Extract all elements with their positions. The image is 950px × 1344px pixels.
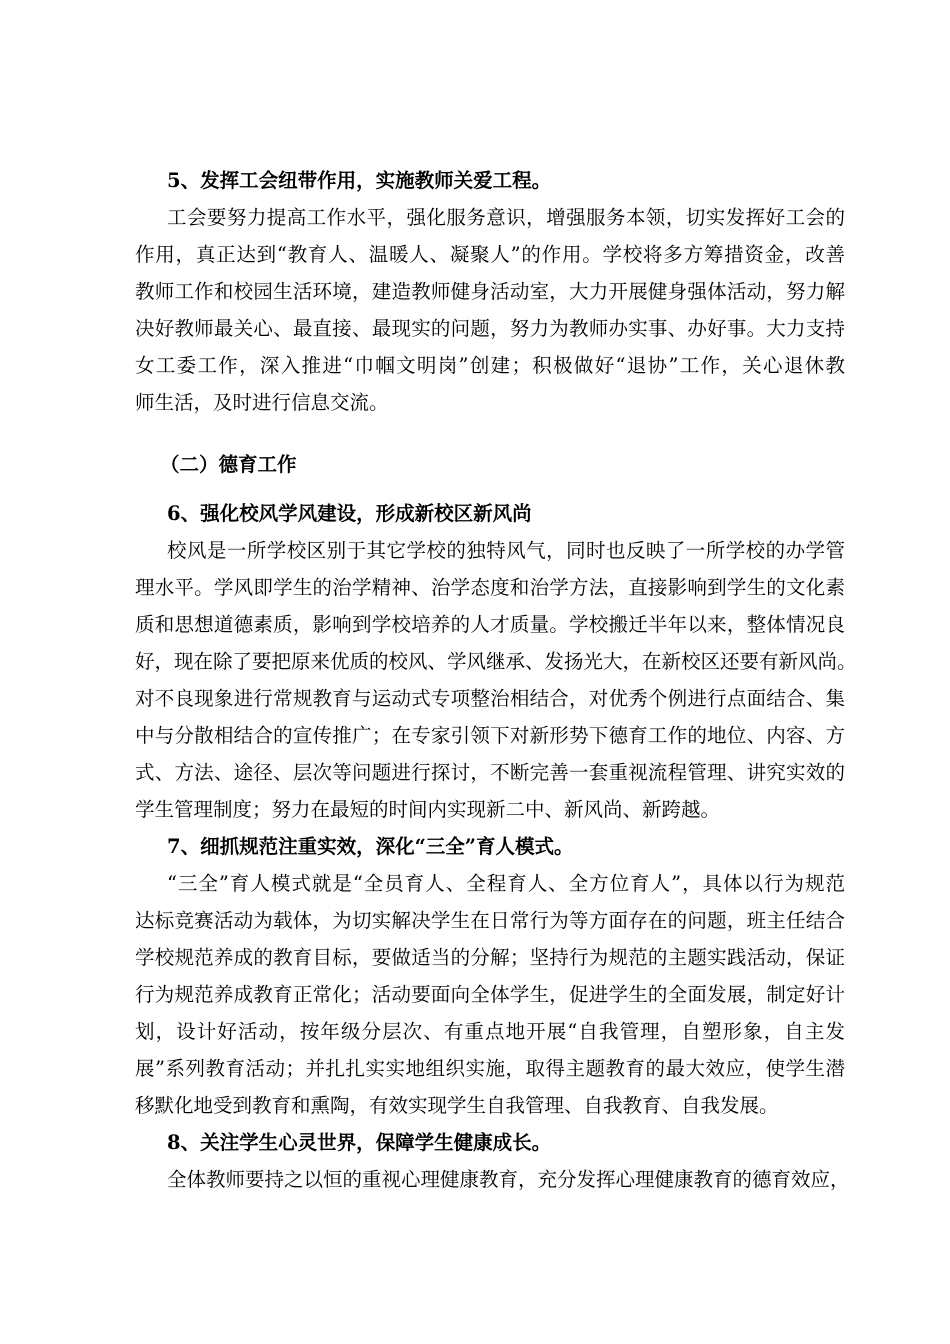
section-6-line-2: 理水平。学风即学生的治学精神、治学态度和治学方法，直接影响到学生的文化素 [135, 576, 845, 599]
section-6-line-6: 中与分散相结合的宣传推广；在专家引领下对新形势下德育工作的地位、内容、方 [135, 724, 845, 747]
section-6-line-4: 好，现在除了要把原来优质的校风、学风继承、发扬光大，在新校区还要有新风尚。 [135, 650, 857, 673]
section-6-line-8: 学生管理制度；努力在最短的时间内实现新二中、新风尚、新跨越。 [135, 798, 721, 821]
section-7-line-6: 展”系列教育活动；并扎扎实实地组织实施，取得主题教育的最大效应，使学生潜 [135, 1057, 845, 1080]
section-6-line-7: 式、方法、途径、层次等问题进行探讨，不断完善一套重视流程管理、讲究实效的 [135, 761, 845, 784]
section-5-line-6: 师生活，及时进行信息交流。 [135, 391, 389, 414]
part-2-heading: （二）德育工作 [160, 453, 297, 476]
section-6-line-3: 质和思想道德素质，影响到学校培养的人才质量。学校搬迁半年以来，整体情况良 [135, 613, 845, 636]
section-7-line-7: 移默化地受到教育和熏陶，有效实现学生自我管理、自我教育、自我发展。 [135, 1094, 779, 1117]
section-5-line-3: 教师工作和校园生活环境，建造教师健身活动室，大力开展健身强体活动，努力解 [135, 280, 845, 303]
section-8-line-1: 全体教师要持之以恒的重视心理健康教育，充分发挥心理健康教育的德育效应， [167, 1168, 850, 1191]
section-7-line-4: 行为规范养成教育正常化；活动要面向全体学生，促进学生的全面发展，制定好计 [135, 983, 845, 1006]
section-7-line-1: “三全”育人模式就是“全员育人、全程育人、全方位育人”，具体以行为规范 [167, 872, 845, 895]
section-6-line-1: 校风是一所学校区别于其它学校的独特风气，同时也反映了一所学校的办学管 [167, 539, 845, 562]
section-7-line-5: 划，设计好活动，按年级分层次、有重点地开展“自我管理，自塑形象，自主发 [135, 1020, 845, 1043]
section-8-heading: 8、关注学生心灵世界，保障学生健康成长。 [167, 1131, 552, 1154]
section-6-line-5: 对不良现象进行常规教育与运动式专项整治相结合，对优秀个例进行点面结合、集 [135, 687, 845, 710]
section-5-line-2: 作用，真正达到“教育人、温暖人、凝聚人”的作用。学校将多方筹措资金，改善 [135, 243, 845, 266]
section-7-heading: 7、细抓规范注重实效，深化“三全”育人模式。 [167, 835, 574, 858]
section-5-heading: 5、发挥工会纽带作用，实施教师关爱工程。 [167, 169, 552, 192]
section-5-line-4: 决好教师最关心、最直接、最现实的问题，努力为教师办实事、办好事。大力支持 [135, 317, 845, 340]
section-7-line-2: 达标竞赛活动为载体，为切实解决学生在日常行为等方面存在的问题，班主任结合 [135, 909, 845, 932]
section-7-line-3: 学校规范养成的教育目标，要做适当的分解；坚持行为规范的主题实践活动，保证 [135, 946, 845, 969]
section-5-line-1: 工会要努力提高工作水平，强化服务意识，增强服务本领，切实发挥好工会的 [167, 206, 845, 229]
section-5-line-5: 女工委工作，深入推进“巾帼文明岗”创建；积极做好“退协”工作，关心退休教 [135, 354, 845, 377]
section-6-heading: 6、强化校风学风建设，形成新校区新风尚 [167, 502, 532, 525]
